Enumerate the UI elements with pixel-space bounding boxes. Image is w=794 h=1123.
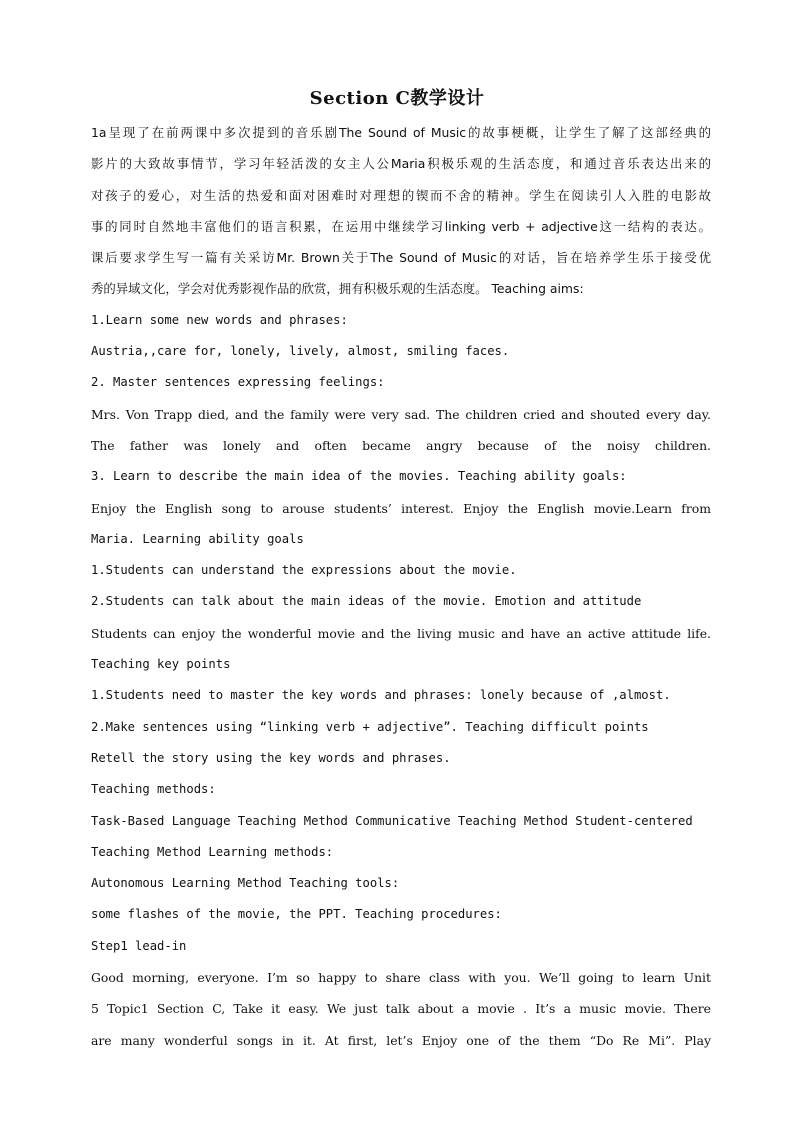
paragraph-line: Step1 lead-in: [91, 938, 187, 953]
paragraph-line: Good morning, everyone. I’m so happy to share class with you. We’ll going to learn Unit: [91, 970, 711, 986]
document-title: Section C教学设计: [309, 88, 485, 109]
paragraph-line: 对孩子的爱心，对生活的热爱和面对困难时对理想的锲而不舍的精神。学生在阅读引人入胜的电影故: [91, 187, 711, 203]
paragraph-line: 影片的大致故事情节，学习年轻活泼的女主人公Maria积极乐观的生活态度，和通过音乐表达出来的: [91, 156, 711, 172]
paragraph-line: 2. Master sentences expressing feelings:: [91, 375, 385, 390]
paragraph-line: 课后要求学生写一篇有关采访Mr. Brown关于The Sound of Music的对话，旨在培养学生乐于接受优: [91, 250, 711, 266]
paragraph-line: Students can enjoy the wonderful movie and the living music and have an active attitude life.: [91, 625, 711, 641]
paragraph-line: 1a呈现了在前两课中多次提到的音乐剧The Sound of Music的故事梗概，让学生了解了这部经典的: [91, 125, 711, 140]
paragraph-line: 2.Students can talk about the main ideas of the movie. Emotion and attitude: [91, 594, 642, 609]
paragraph-line: 1.Learn some new words and phrases:: [91, 312, 348, 327]
paragraph-line: 3. Learn to describe the main idea of the movies. Teaching ability goals:: [91, 469, 627, 484]
paragraph-line: 事的同时自然地丰富他们的语言积累，在运用中继续学习linking verb + adjective这一结构的表达。: [91, 218, 711, 234]
paragraph-line: Teaching Method Learning methods:: [91, 844, 334, 859]
paragraph-line: Teaching methods:: [91, 782, 216, 797]
paragraph-line: 5 Topic1 Section C, Take it easy. We just talk about a movie . It’s a music movie. There: [91, 1001, 711, 1017]
paragraph-line: Enjoy the English song to arouse students’ interest. Enjoy the English movie.Learn from: [91, 500, 711, 516]
paragraph-line: Mrs. Von Trapp died, and the family were very sad. The children cried and shouted every day.: [91, 406, 711, 422]
document-body: [91, 117, 711, 1056]
paragraph-line: The father was lonely and often became angry because of the noisy children.: [91, 437, 711, 453]
paragraph-line: Autonomous Learning Method Teaching tools:: [91, 876, 400, 891]
paragraph-line: Maria. Learning ability goals: [91, 531, 304, 546]
paragraph-line: are many wonderful songs in it. At first, let’s Enjoy one of the them “Do Re Mi”. Play: [91, 1032, 711, 1048]
paragraph-line: 2.Make sentences using “linking verb + adjective”. Teaching difficult points: [91, 719, 649, 734]
paragraph-line: Task-Based Language Teaching Method Communicative Teaching Method Student-centered: [91, 813, 693, 828]
paragraph-line: 1.Students can understand the expressions about the movie.: [91, 563, 517, 578]
paragraph-line: some flashes of the movie, the PPT. Teaching procedures:: [91, 907, 502, 922]
paragraph-line: 1.Students need to master the key words and phrases: lonely because of ,almost.: [91, 688, 671, 703]
paragraph-line: Teaching key points: [91, 657, 231, 672]
paragraph-line: Retell the story using the key words and phrases.: [91, 750, 451, 765]
paragraph-line: Austria,,care for, lonely, lively, almost, smiling faces.: [91, 344, 510, 359]
paragraph-line: 秀的异域文化，学会对优秀影视作品的欣赏，拥有积极乐观的生活态度。 Teaching aims:: [91, 281, 584, 297]
